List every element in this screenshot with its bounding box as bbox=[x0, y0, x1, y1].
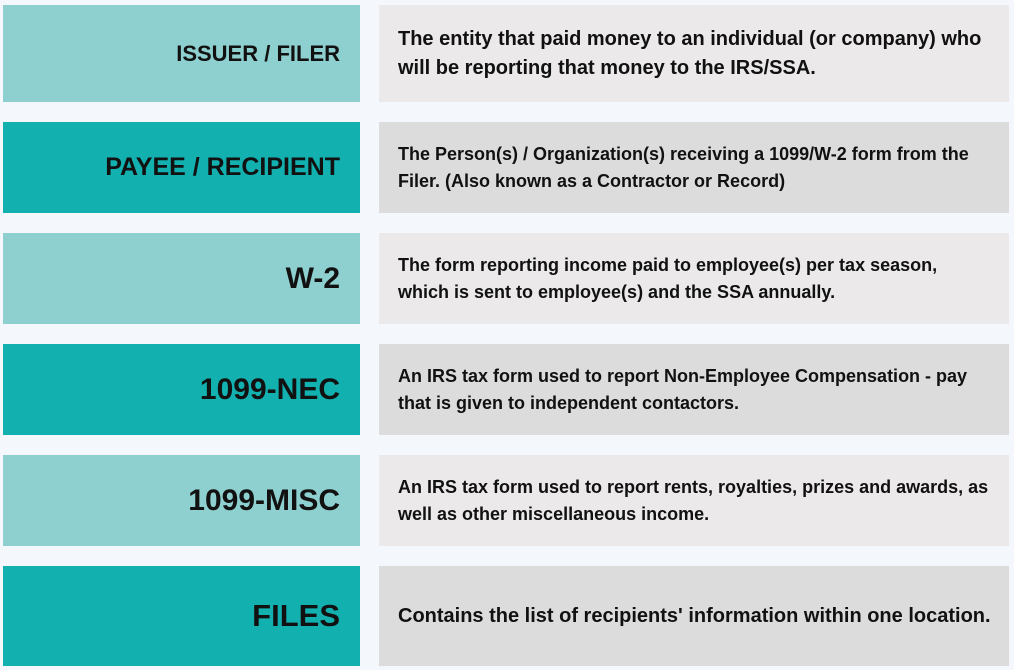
term-w2: W-2 bbox=[3, 233, 360, 324]
definition-1099-nec: An IRS tax form used to report Non-Employee Compensation - pay that is given to independent contactors. bbox=[379, 344, 1009, 435]
glossary-row-files bbox=[3, 566, 1009, 666]
term-payee-recipient: PAYEE / RECIPIENT bbox=[3, 122, 360, 213]
definition-files: Contains the list of recipients' information within one location. bbox=[379, 566, 1009, 666]
definition-w2: The form reporting income paid to employee(s) per tax season, which is sent to employee(s) and the SSA annually. bbox=[379, 233, 1009, 324]
glossary-row-1099-misc bbox=[3, 455, 1009, 546]
definition-1099-misc: An IRS tax form used to report rents, royalties, prizes and awards, as well as other miscellaneous income. bbox=[379, 455, 1009, 546]
glossary-row-issuer-filer bbox=[3, 5, 1009, 102]
definition-payee-recipient: The Person(s) / Organization(s) receiving a 1099/W-2 form from the Filer. (Also known as a Contractor or Record) bbox=[379, 122, 1009, 213]
definition-issuer-filer: The entity that paid money to an individual (or company) who will be reporting that money to the IRS/SSA. bbox=[379, 5, 1009, 102]
term-1099-nec: 1099-NEC bbox=[3, 344, 360, 435]
glossary-row-1099-nec bbox=[3, 344, 1009, 435]
term-files: FILES bbox=[3, 566, 360, 666]
glossary-row-payee-recipient bbox=[3, 122, 1009, 213]
glossary-row-w2 bbox=[3, 233, 1009, 324]
term-1099-misc: 1099-MISC bbox=[3, 455, 360, 546]
term-issuer-filer: ISSUER / FILER bbox=[3, 5, 360, 102]
